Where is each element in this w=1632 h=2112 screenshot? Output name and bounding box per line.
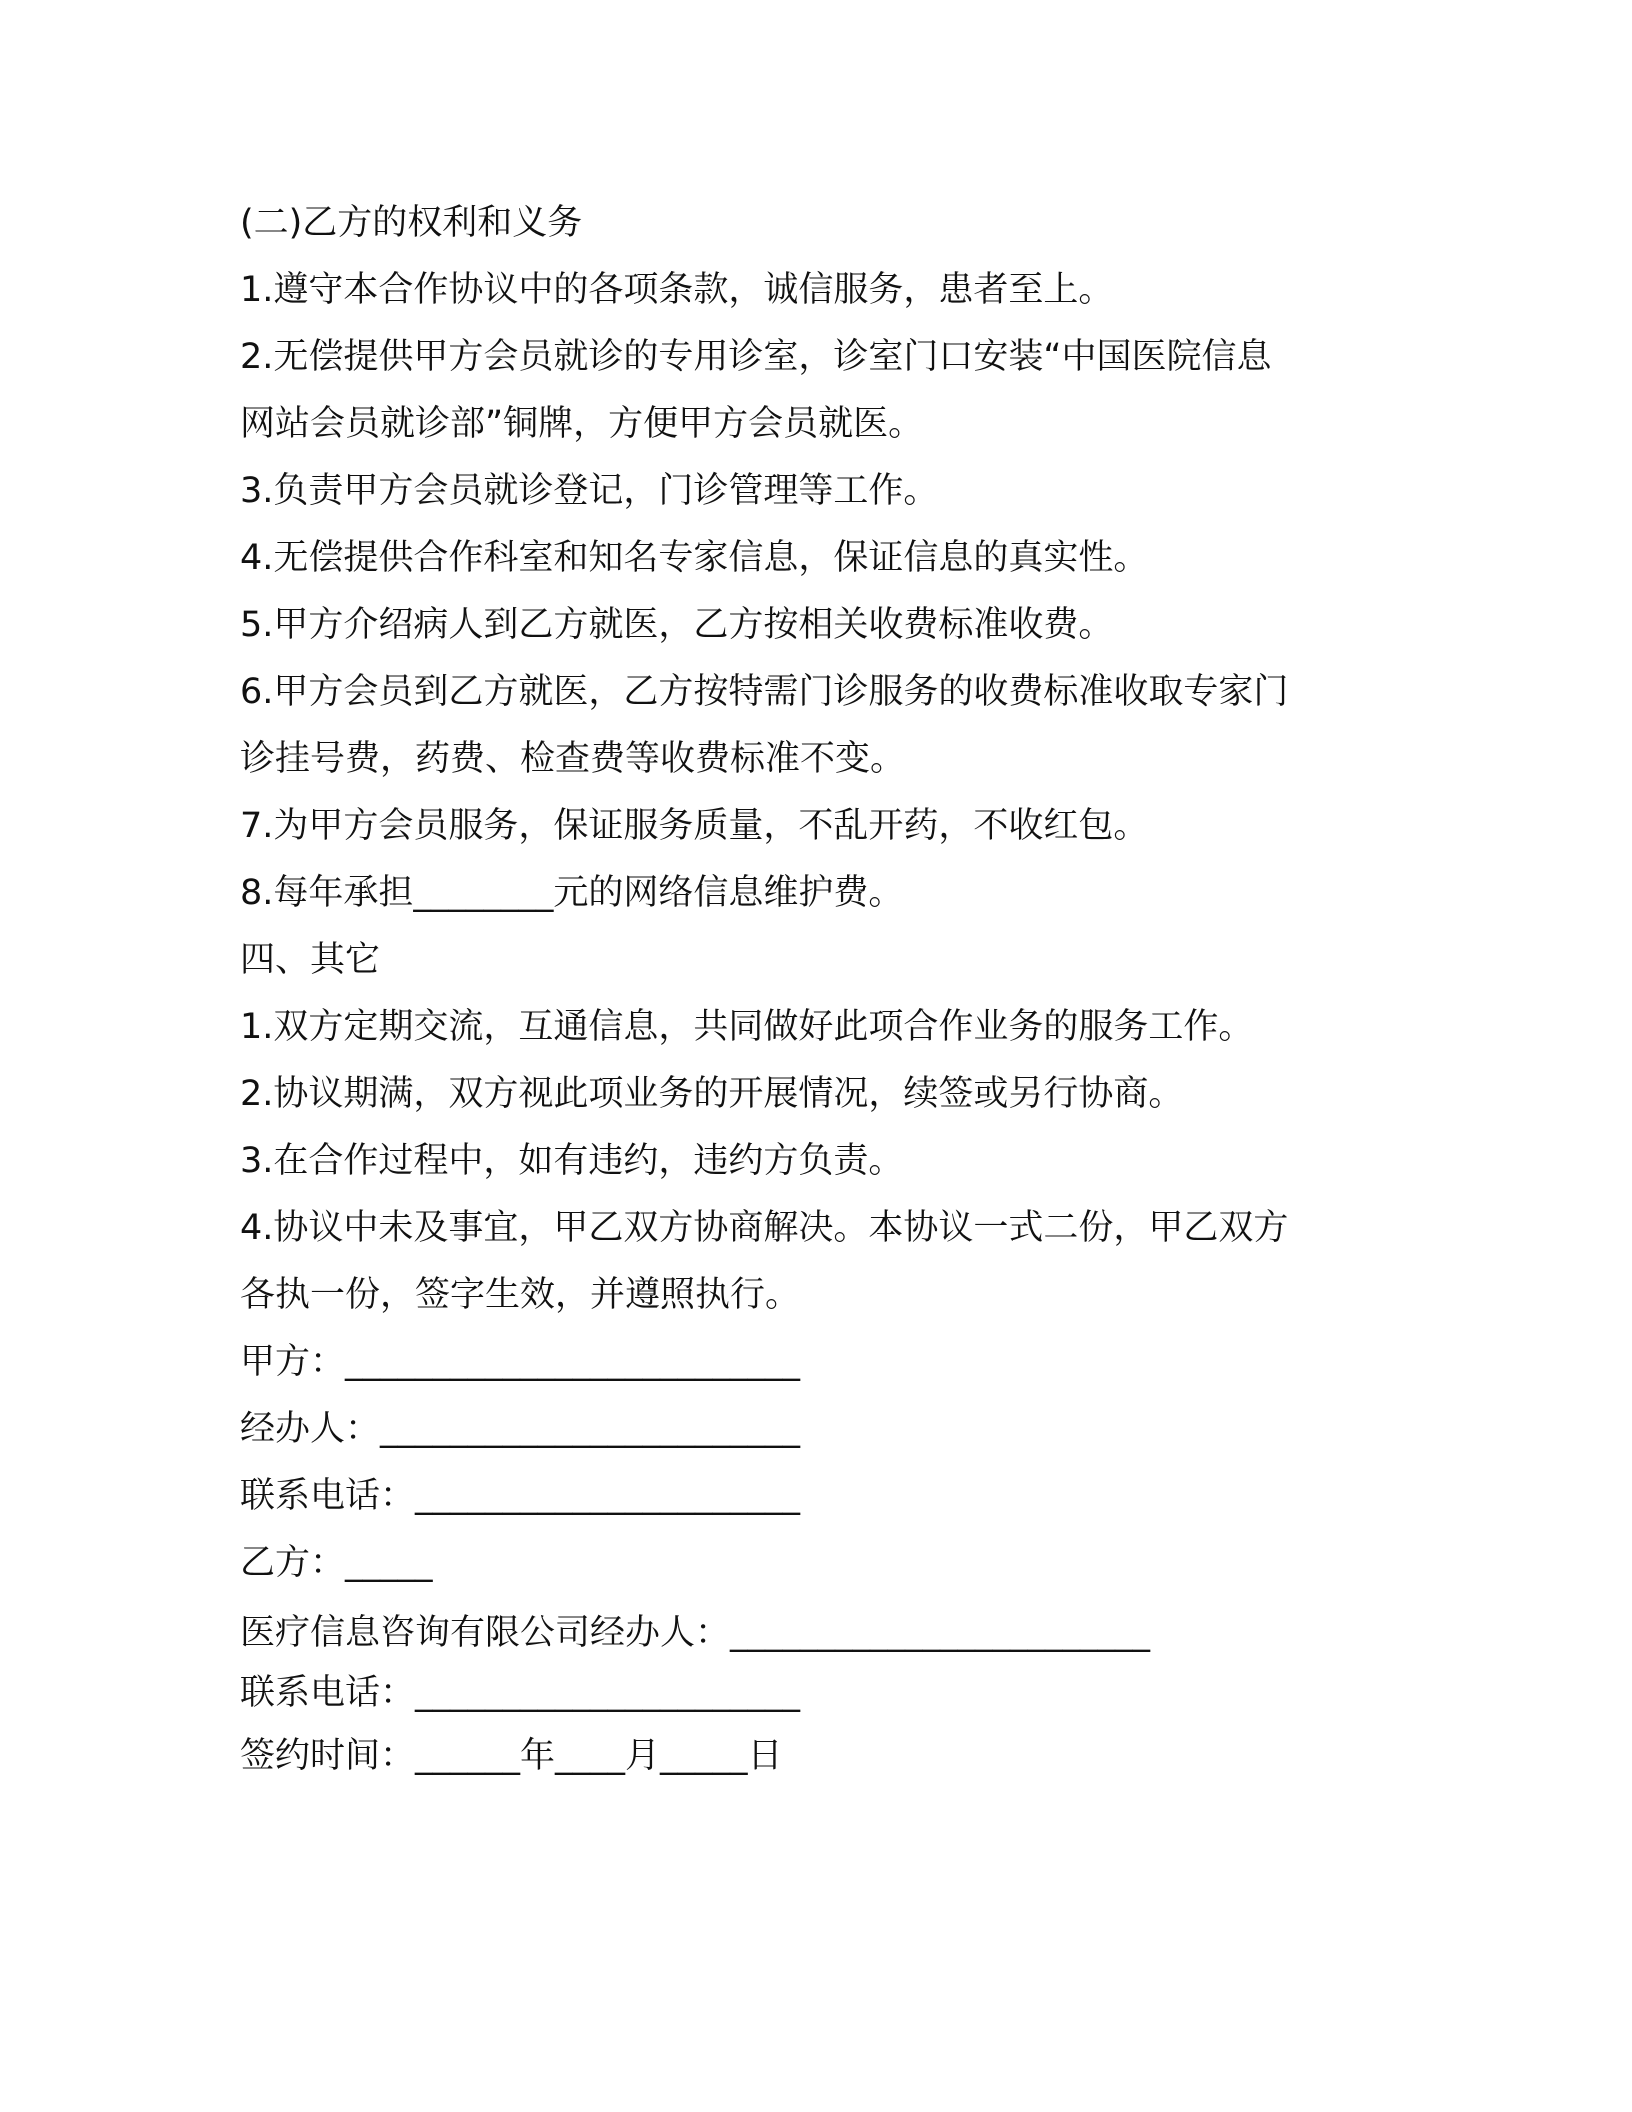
clause-other-4-line-2: 各执一份，签字生效，并遵照执行。 xyxy=(240,1275,801,1315)
clause-other-2: 2.协议期满，双方视此项业务的开展情况，续签或另行协商。 xyxy=(240,1074,1184,1114)
signature-party-b-agent: 医疗信息咨询有限公司经办人：________________________ xyxy=(240,1613,1151,1653)
clause-other-3: 3.在合作过程中，如有违约，违约方负责。 xyxy=(240,1141,904,1181)
signature-party-b-phone: 联系电话：______________________ xyxy=(240,1673,801,1713)
clause-b-2-line-2: 网站会员就诊部”铜牌，方便甲方会员就医。 xyxy=(240,404,924,444)
signature-party-a-agent: 经办人：________________________ xyxy=(240,1409,801,1449)
clause-b-6-line-2: 诊挂号费，药费、检查费等收费标准不变。 xyxy=(240,739,906,779)
signature-party-b: 乙方：_____ xyxy=(240,1543,433,1583)
signature-party-a: 甲方：__________________________ xyxy=(240,1342,801,1382)
clause-b-8: 8.每年承担________元的网络信息维护费。 xyxy=(240,873,904,913)
clause-b-5: 5.甲方介绍病人到乙方就医，乙方按相关收费标准收费。 xyxy=(240,605,1114,645)
clause-b-1: 1.遵守本合作协议中的各项条款，诚信服务，患者至上。 xyxy=(240,270,1114,310)
clause-other-1: 1.双方定期交流，互通信息，共同做好此项合作业务的服务工作。 xyxy=(240,1007,1254,1047)
clause-other-4-line-1: 4.协议中未及事宜，甲乙双方协商解决。本协议一式二份，甲乙双方 xyxy=(240,1208,1289,1248)
clause-b-6-line-1: 6.甲方会员到乙方就医，乙方按特需门诊服务的收费标准收取专家门 xyxy=(240,672,1289,712)
clause-b-4: 4.无偿提供合作科室和知名专家信息，保证信息的真实性。 xyxy=(240,538,1149,578)
section-heading-other: 四、其它 xyxy=(240,940,381,980)
section-heading-party-b-rights: (二)乙方的权利和义务 xyxy=(240,203,583,243)
clause-b-3: 3.负责甲方会员就诊登记，门诊管理等工作。 xyxy=(240,471,939,511)
signing-date: 签约时间：______年____月_____日 xyxy=(240,1736,783,1776)
clause-b-7: 7.为甲方会员服务，保证服务质量，不乱开药，不收红包。 xyxy=(240,806,1149,846)
signature-party-a-phone: 联系电话：______________________ xyxy=(240,1476,801,1516)
clause-b-2-line-1: 2.无偿提供甲方会员就诊的专用诊室，诊室门口安装“中国医院信息 xyxy=(240,337,1272,377)
document-body xyxy=(240,190,1360,1790)
